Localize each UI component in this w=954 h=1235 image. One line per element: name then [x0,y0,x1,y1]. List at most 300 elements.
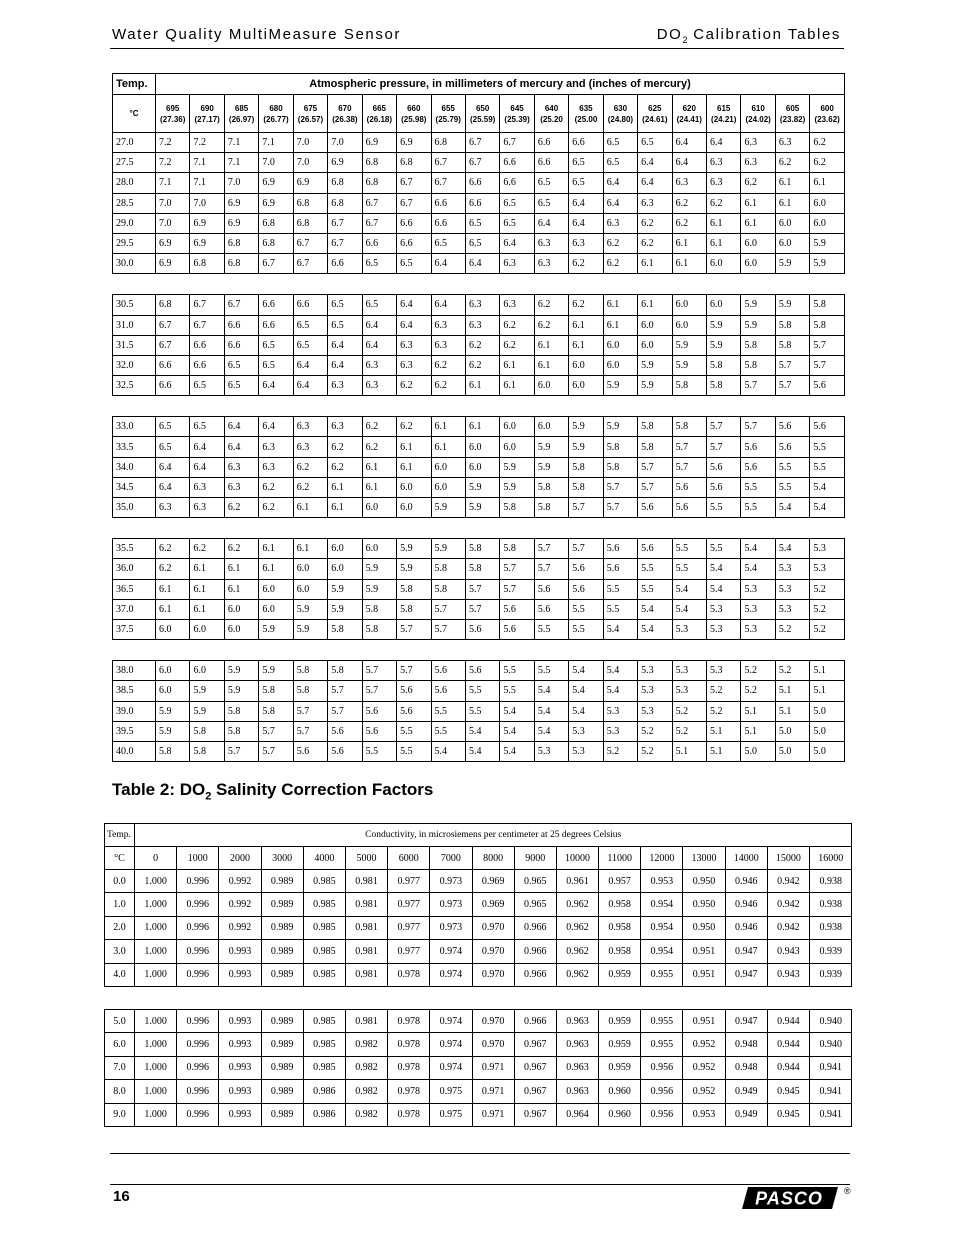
do2-value-cell: 5.9 [190,681,224,701]
do2-value-cell: 5.5 [603,579,637,599]
do2-value-cell: 6.9 [397,133,431,153]
correction-factor-cell: 0.967 [514,1103,556,1126]
do2-value-cell: 6.5 [465,233,499,253]
correction-factor-cell: 0.973 [430,916,472,939]
do2-value-cell: 5.9 [224,661,258,681]
correction-factor-cell: 0.981 [345,963,387,986]
do2-value-cell: 6.3 [293,437,327,457]
do2-value-cell: 5.4 [603,619,637,639]
do2-value-cell: 5.4 [672,599,706,619]
do2-value-cell: 5.3 [707,661,741,681]
correction-factor-cell: 0.943 [767,940,809,963]
group-spacer [105,986,852,1009]
do2-value-cell: 5.9 [431,539,465,559]
do2-value-cell: 5.6 [293,741,327,761]
do2-value-cell: 6.0 [500,417,534,437]
pressure-mm: 665 [372,103,387,113]
do2-value-cell: 5.5 [534,661,568,681]
do2-value-cell: 6.2 [534,315,568,335]
correction-factor-cell: 0.940 [810,1033,852,1056]
do2-value-cell: 6.4 [190,437,224,457]
do2-value-cell: 6.6 [500,173,534,193]
do2-value-cell: 6.3 [190,477,224,497]
do2-value-cell: 5.7 [707,417,741,437]
do2-value-cell: 6.4 [328,335,362,355]
correction-factor-cell: 0.941 [810,1056,852,1079]
correction-factor-cell: 0.993 [219,1056,261,1079]
table-row [113,376,845,396]
do2-value-cell: 6.2 [293,457,327,477]
temperature-cell: 28.5 [113,193,156,213]
do2-value-cell: 5.0 [775,721,809,741]
do2-value-cell: 5.7 [638,477,672,497]
do2-value-cell: 6.2 [328,437,362,457]
do2-value-cell: 5.8 [500,539,534,559]
correction-factor-cell: 0.952 [683,1080,725,1103]
do2-value-cell: 5.7 [465,599,499,619]
correction-factor-cell: 0.971 [472,1103,514,1126]
do2-value-cell: 5.7 [328,701,362,721]
temperature-cell: 34.5 [113,477,156,497]
do2-value-cell: 5.4 [431,741,465,761]
do2-value-cell: 6.2 [810,153,845,173]
correction-factor-cell: 1.000 [135,1080,177,1103]
correction-factor-cell: 0.996 [177,893,219,916]
do2-value-cell: 6.0 [672,295,706,315]
temperature-cell: 40.0 [113,741,156,761]
do2-value-cell: 6.4 [224,417,258,437]
pressure-inches: (25.39) [504,114,530,124]
do2-value-cell: 6.2 [500,335,534,355]
do2-value-cell: 5.6 [397,701,431,721]
table-row [113,457,845,477]
do2-value-cell: 6.0 [638,335,672,355]
do2-value-cell: 5.4 [638,619,672,639]
table-row [113,153,845,173]
do2-value-cell: 5.7 [500,579,534,599]
do2-value-cell: 7.1 [259,133,293,153]
do2-value-cell: 6.7 [156,335,190,355]
do2-value-cell: 6.0 [638,315,672,335]
conductivity-column-header: 8000 [472,847,514,870]
pressure-inches: (26.77) [263,114,289,124]
correction-factor-cell: 0.963 [556,1009,598,1032]
do2-value-cell: 6.2 [156,539,190,559]
correction-factor-cell: 0.989 [261,1056,303,1079]
pressure-mm: 600 [820,103,834,113]
do2-value-cell: 5.4 [707,559,741,579]
pressure-column-header [569,95,603,133]
pressure-inches: (27.36) [160,114,186,124]
do2-value-cell: 6.1 [328,477,362,497]
do2-value-cell: 6.2 [431,376,465,396]
do2-value-cell: 5.1 [775,701,809,721]
correction-factor-cell: 0.974 [430,1056,472,1079]
do2-value-cell: 6.5 [328,295,362,315]
correction-factor-cell: 0.985 [303,916,345,939]
do2-value-cell: 6.1 [431,417,465,437]
pressure-mm: 675 [303,103,318,113]
do2-value-cell: 6.2 [707,193,741,213]
correction-factor-cell: 0.951 [683,963,725,986]
do2-value-cell: 6.4 [259,376,293,396]
pressure-column-header [638,95,672,133]
spacer-cell [113,640,845,661]
correction-factor-cell: 0.970 [472,916,514,939]
do2-value-cell: 5.9 [362,579,396,599]
temperature-cell: 31.5 [113,335,156,355]
pressure-inches: (26.97) [228,114,255,124]
do2-value-cell: 6.7 [190,315,224,335]
svg-text:PASCO: PASCO [755,1188,823,1209]
do2-value-cell: 6.0 [603,355,637,375]
do2-value-cell: 6.0 [259,599,293,619]
correction-factor-cell: 0.962 [556,916,598,939]
do2-value-cell: 6.0 [707,254,741,274]
do2-value-cell: 6.4 [362,335,396,355]
do2-value-cell: 6.1 [707,233,741,253]
do2-value-cell: 5.3 [638,681,672,701]
do2-value-cell: 5.3 [775,559,809,579]
do2-value-cell: 5.8 [362,619,396,639]
correction-factor-cell: 0.996 [177,1080,219,1103]
do2-value-cell: 5.8 [397,579,431,599]
do2-value-cell: 6.6 [397,213,431,233]
pressure-mm: 640 [544,103,559,113]
do2-value-cell: 5.3 [569,721,603,741]
do2-value-cell: 6.4 [603,173,637,193]
correction-factor-cell: 0.956 [641,1080,683,1103]
do2-value-cell: 6.3 [707,173,741,193]
pressure-mm: 615 [717,103,731,113]
do2-value-cell: 6.6 [156,376,190,396]
conductivity-column-header: 7000 [430,847,472,870]
do2-value-cell: 5.6 [362,701,396,721]
do2-value-cell: 6.2 [259,477,293,497]
do2-value-cell: 5.8 [534,477,568,497]
do2-value-cell: 5.7 [810,335,845,355]
do2-value-cell: 6.5 [431,233,465,253]
do2-value-cell: 6.7 [362,213,396,233]
do2-value-cell: 6.1 [534,335,568,355]
do2-value-cell: 6.0 [465,457,499,477]
pressure-mm: 620 [682,103,696,113]
do2-value-cell: 6.1 [500,355,534,375]
do2-value-cell: 6.9 [156,254,190,274]
do2-value-cell: 5.8 [156,741,190,761]
do2-value-cell: 6.8 [328,173,362,193]
do2-value-cell: 5.4 [534,721,568,741]
do2-value-cell: 5.7 [534,539,568,559]
correction-factor-cell: 0.960 [599,1080,641,1103]
do2-value-cell: 5.7 [638,457,672,477]
spacer-cell [113,396,845,417]
do2-value-cell: 6.2 [465,355,499,375]
correction-factor-cell: 0.978 [388,1056,430,1079]
temperature-cell: 9.0 [105,1103,135,1126]
do2-value-cell: 6.6 [465,193,499,213]
correction-factor-cell: 1.000 [135,1033,177,1056]
do2-value-cell: 6.3 [775,133,809,153]
do2-value-cell: 5.8 [638,417,672,437]
do2-value-cell: 5.4 [741,539,775,559]
do2-value-cell: 5.8 [707,355,741,375]
do2-value-cell: 6.1 [190,559,224,579]
table-row [113,133,845,153]
do2-value-cell: 6.7 [362,193,396,213]
do2-value-cell: 5.8 [569,457,603,477]
do2-value-cell: 6.1 [775,193,809,213]
correction-factor-cell: 0.955 [641,963,683,986]
pressure-inches: (24.80) [607,114,634,124]
conductivity-column-header: 9000 [514,847,556,870]
group-spacer [113,640,845,661]
correction-factor-cell: 0.996 [177,1056,219,1079]
correction-factor-cell: 0.985 [303,1056,345,1079]
correction-factor-cell: 0.996 [177,916,219,939]
do2-value-cell: 6.1 [707,213,741,233]
pressure-column-header [190,95,224,133]
do2-value-cell: 5.9 [707,335,741,355]
do2-value-cell: 6.5 [328,315,362,335]
do2-value-cell: 5.2 [741,661,775,681]
do2-value-cell: 5.2 [672,701,706,721]
pasco-logo [742,1187,838,1209]
do2-value-cell: 6.3 [534,254,568,274]
correction-factor-cell: 0.959 [599,963,641,986]
do2-value-cell: 6.5 [156,417,190,437]
do2-value-cell: 6.0 [534,376,568,396]
do2-value-cell: 5.8 [603,437,637,457]
do2-value-cell: 7.0 [293,133,327,153]
do2-value-cell: 5.7 [500,559,534,579]
do2-value-cell: 5.5 [534,619,568,639]
do2-value-cell: 5.8 [707,376,741,396]
do2-value-cell: 6.7 [190,295,224,315]
do2-value-cell: 6.3 [259,457,293,477]
pressure-column-header [156,95,190,133]
group-spacer [113,274,845,295]
do2-value-cell: 6.2 [741,173,775,193]
do2-value-cell: 6.6 [465,173,499,193]
correction-factor-cell: 0.989 [261,1009,303,1032]
temperature-cell: 33.5 [113,437,156,457]
celsius-unit: °C [105,847,135,870]
correction-factor-cell: 1.000 [135,916,177,939]
do2-value-cell: 6.5 [603,153,637,173]
correction-factor-cell: 0.941 [810,1103,852,1126]
do2-value-cell: 5.6 [603,539,637,559]
do2-value-cell: 5.8 [259,701,293,721]
correction-factor-cell: 0.989 [261,1033,303,1056]
correction-factor-cell: 0.950 [683,870,725,893]
table-row [105,940,852,963]
temperature-cell: 35.5 [113,539,156,559]
do2-value-cell: 5.8 [431,579,465,599]
do2-value-cell: 5.2 [672,721,706,741]
do2-value-cell: 5.7 [707,437,741,457]
do2-value-cell: 6.0 [775,233,809,253]
do2-value-cell: 6.1 [224,579,258,599]
table1-header-row [113,74,845,95]
do2-value-cell: 6.8 [293,193,327,213]
do2-value-cell: 6.1 [603,315,637,335]
temperature-cell: 4.0 [105,963,135,986]
do2-value-cell: 6.7 [431,153,465,173]
correction-factor-cell: 0.996 [177,963,219,986]
do2-value-cell: 5.6 [707,477,741,497]
do2-value-cell: 6.2 [397,376,431,396]
correction-factor-cell: 0.942 [767,870,809,893]
do2-value-cell: 5.6 [362,721,396,741]
table-row [113,437,845,457]
do2-value-cell: 6.9 [190,233,224,253]
temperature-cell: 5.0 [105,1009,135,1032]
do2-value-cell: 6.1 [465,376,499,396]
do2-value-cell: 7.1 [224,133,258,153]
do2-value-cell: 6.3 [500,295,534,315]
do2-value-cell: 7.0 [293,153,327,173]
do2-value-cell: 5.9 [362,559,396,579]
do2-value-cell: 6.4 [638,153,672,173]
do2-value-cell: 6.6 [224,315,258,335]
header-do: DO [656,26,683,43]
do2-value-cell: 5.6 [465,661,499,681]
do2-value-cell: 5.4 [534,701,568,721]
do2-value-cell: 6.3 [328,417,362,437]
correction-factor-cell: 0.996 [177,1033,219,1056]
pressure-mm: 660 [407,103,421,113]
conductivity-column-header: 16000 [810,847,852,870]
correction-factor-cell: 0.956 [641,1056,683,1079]
do2-value-cell: 5.2 [775,619,809,639]
do2-value-cell: 6.1 [397,437,431,457]
do2-value-cell: 5.4 [569,701,603,721]
do2-value-cell: 6.5 [569,173,603,193]
do2-value-cell: 6.5 [224,376,258,396]
do2-value-cell: 5.1 [707,741,741,761]
do2-value-cell: 6.3 [672,173,706,193]
table-row [113,559,845,579]
registered-mark: ® [844,1186,851,1196]
correction-factor-cell: 0.992 [219,893,261,916]
do2-value-cell: 6.5 [259,335,293,355]
do2-value-cell: 6.8 [190,254,224,274]
do2-value-cell: 6.0 [707,295,741,315]
pressure-inches: (27.17) [194,114,220,124]
correction-factor-cell: 0.966 [514,916,556,939]
do2-value-cell: 5.1 [707,721,741,741]
pressure-column-header [707,95,741,133]
do2-value-cell: 5.5 [810,457,845,477]
do2-value-cell: 5.9 [810,233,845,253]
salinity-correction-table [104,823,852,1127]
do2-value-cell: 6.6 [431,193,465,213]
do2-value-cell: 5.2 [603,741,637,761]
pressure-column-header [775,95,809,133]
do2-value-cell: 6.5 [603,133,637,153]
pressure-inches: (25.59) [469,114,496,124]
table-row [105,1033,852,1056]
correction-factor-cell: 0.986 [303,1103,345,1126]
do2-value-cell: 5.9 [534,457,568,477]
temperature-cell: 32.0 [113,355,156,375]
correction-factor-cell: 0.947 [725,1009,767,1032]
do2-value-cell: 6.1 [810,173,845,193]
do2-value-cell: 5.7 [259,721,293,741]
do2-value-cell: 5.8 [190,741,224,761]
do2-value-cell: 6.4 [397,295,431,315]
do2-value-cell: 6.0 [431,457,465,477]
do2-value-cell: 6.5 [190,417,224,437]
correction-factor-cell: 0.938 [810,893,852,916]
do2-value-cell: 6.1 [259,539,293,559]
do2-value-cell: 5.7 [810,355,845,375]
do2-value-cell: 6.3 [397,335,431,355]
correction-factor-cell: 1.000 [135,893,177,916]
correction-factor-cell: 0.967 [514,1080,556,1103]
conductivity-column-header: 15000 [767,847,809,870]
do2-value-cell: 5.7 [569,539,603,559]
do2-value-cell: 6.7 [328,233,362,253]
do2-value-cell: 6.4 [534,213,568,233]
do2-value-cell: 5.3 [741,579,775,599]
temperature-cell: 36.0 [113,559,156,579]
table-row [105,1080,852,1103]
do2-value-cell: 5.6 [465,619,499,639]
do2-value-cell: 6.5 [190,376,224,396]
correction-factor-cell: 0.956 [641,1103,683,1126]
do2-value-cell: 5.8 [465,559,499,579]
page-number: 16 [113,1188,130,1205]
pressure-inches: (26.38) [332,114,358,124]
do2-value-cell: 6.7 [328,213,362,233]
do2-value-cell: 6.4 [707,133,741,153]
do2-value-cell: 5.7 [534,559,568,579]
do2-value-cell: 6.0 [362,539,396,559]
correction-factor-cell: 0.959 [599,1033,641,1056]
do2-value-cell: 5.4 [465,741,499,761]
do2-value-cell: 6.6 [500,153,534,173]
do2-value-cell: 5.8 [810,295,845,315]
do2-value-cell: 5.9 [156,701,190,721]
do2-value-cell: 6.7 [431,173,465,193]
do2-value-cell: 6.2 [259,498,293,518]
do2-value-cell: 6.4 [500,233,534,253]
pressure-column-header [810,95,845,133]
correction-factor-cell: 0.948 [725,1033,767,1056]
conductivity-column-header: 5000 [345,847,387,870]
do2-value-cell: 5.2 [810,599,845,619]
do2-value-cell: 6.2 [569,254,603,274]
do2-value-cell: 6.6 [328,254,362,274]
do2-value-cell: 5.1 [741,721,775,741]
do2-value-cell: 6.4 [156,477,190,497]
do2-value-cell: 5.9 [293,599,327,619]
table-row [105,916,852,939]
do2-value-cell: 7.1 [190,173,224,193]
do2-value-cell: 6.8 [362,153,396,173]
correction-factor-cell: 0.970 [472,1033,514,1056]
do2-value-cell: 6.3 [224,477,258,497]
table2-units-row [105,847,852,870]
do2-value-cell: 6.1 [672,254,706,274]
do2-value-cell: 5.8 [500,498,534,518]
do2-value-cell: 5.8 [224,701,258,721]
temperature-cell: 27.0 [113,133,156,153]
do2-value-cell: 6.2 [190,539,224,559]
do2-value-cell: 5.5 [810,437,845,457]
